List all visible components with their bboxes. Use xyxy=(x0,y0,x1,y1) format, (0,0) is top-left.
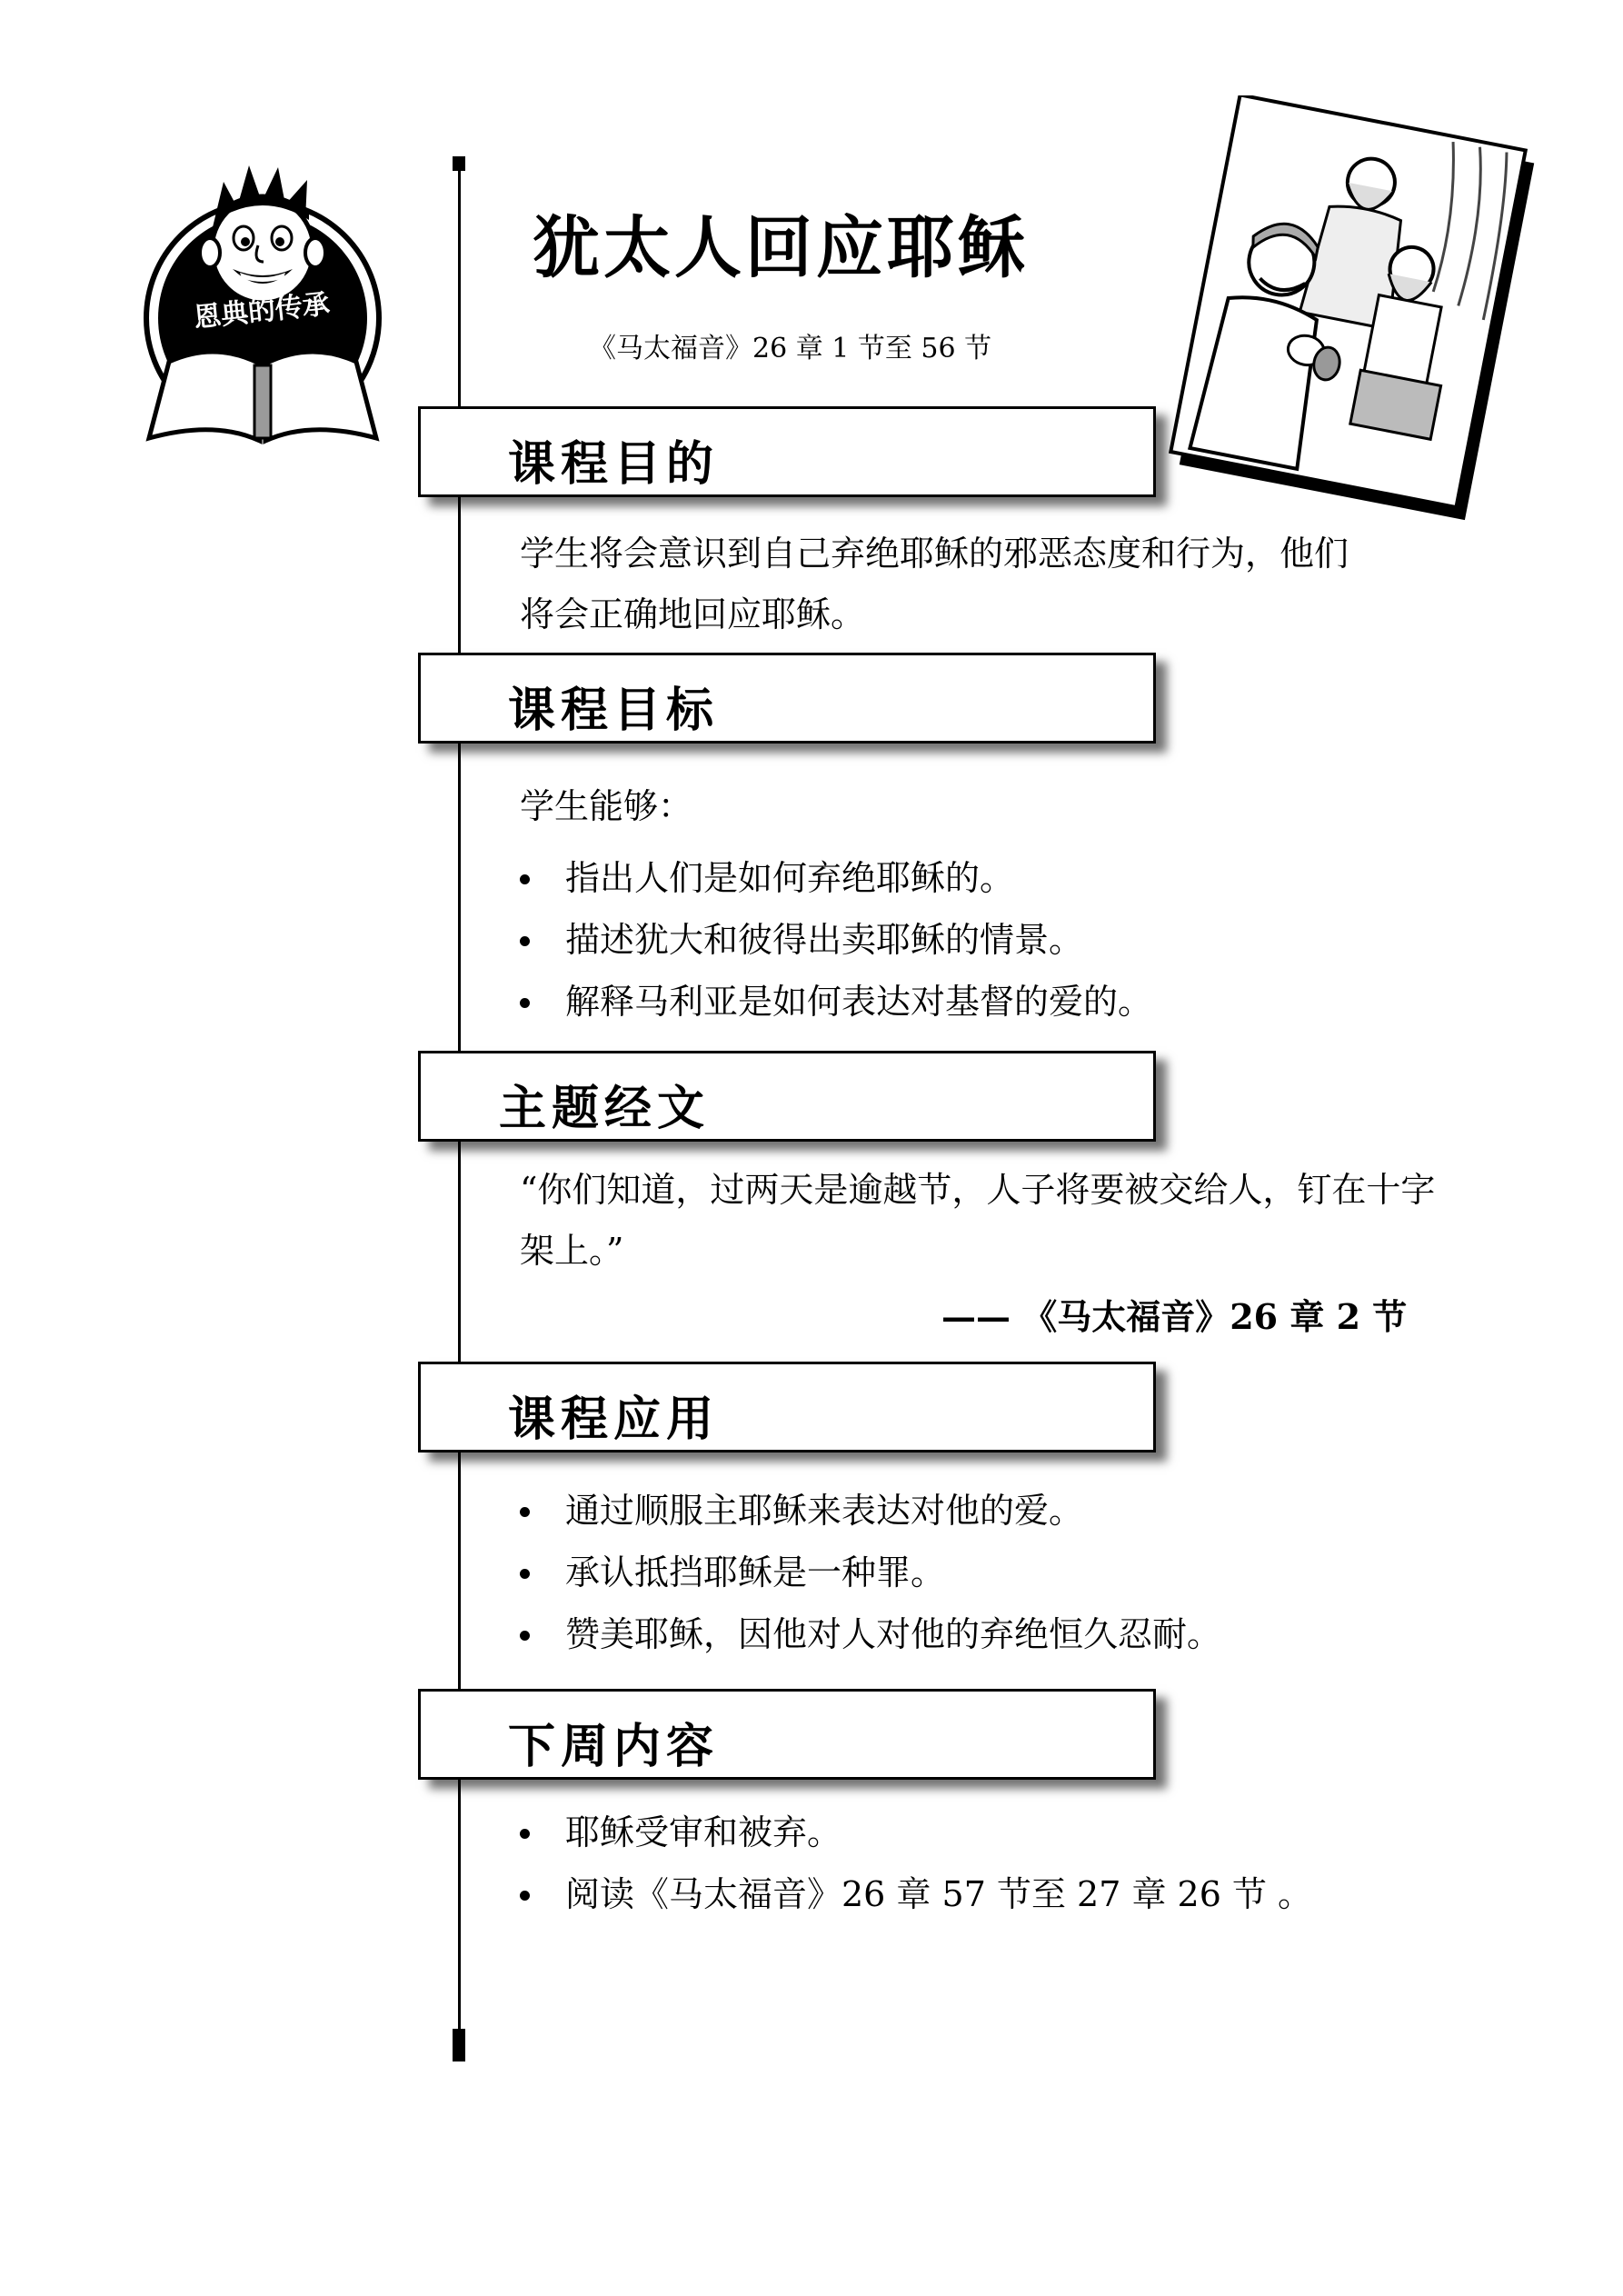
scripture-range: 《马太福音》26 章 1 节至 56 节 xyxy=(589,333,992,364)
list-item: 耶稣受审和被弃。 xyxy=(520,1802,1312,1863)
verse-line: 架上。” xyxy=(520,1231,624,1271)
section-title: 主题经文 xyxy=(499,1081,711,1136)
purpose-line: 学生将会意识到自己弃绝耶稣的邪恶态度和行为，他们 xyxy=(520,534,1349,574)
logo-text: 恩典的传承 xyxy=(192,288,332,334)
section-header-next-week xyxy=(418,1689,1156,1780)
section-header-application xyxy=(418,1362,1156,1452)
timeline-cap-bottom xyxy=(453,2029,465,2061)
verse-reference: —— 《马太福音》26 章 2 节 xyxy=(941,1296,1408,1337)
list-item: 阅读《马太福音》26 章 57 节至 27 章 26 节 。 xyxy=(520,1863,1312,1925)
section-title: 课程目的 xyxy=(508,436,720,492)
section-title: 课程目标 xyxy=(508,683,720,738)
list-item: 承认抵挡耶稣是一种罪。 xyxy=(520,1542,1221,1603)
verse-line: “你们知道，过两天是逾越节，人子将要被交给人，钉在十字 xyxy=(520,1170,1436,1210)
list-item: 指出人们是如何弃绝耶稣的。 xyxy=(520,847,1152,909)
purpose-line: 将会正确地回应耶稣。 xyxy=(520,594,866,634)
page-title: 犹太人回应耶稣 xyxy=(533,209,1029,287)
section-title: 下周内容 xyxy=(508,1719,720,1774)
judas-with-priests-illustration xyxy=(1165,95,1547,523)
timeline-cap-top xyxy=(453,156,465,171)
key-verse-text xyxy=(520,1160,1435,1282)
objectives-list xyxy=(520,847,1152,1033)
section-title: 课程应用 xyxy=(508,1392,720,1447)
boy-reading-book-icon xyxy=(142,155,383,454)
list-item: 通过顺服主耶稣来表达对他的爱。 xyxy=(520,1480,1221,1542)
purpose-text xyxy=(520,524,1349,645)
list-item: 描述犹大和彼得出卖耶稣的情景。 xyxy=(520,909,1152,971)
section-header-purpose xyxy=(418,406,1156,497)
section-header-objectives xyxy=(418,653,1156,744)
list-item: 解释马利亚是如何表达对基督的爱的。 xyxy=(520,971,1152,1033)
list-item: 赞美耶稣，因他对人对他的弃绝恒久忍耐。 xyxy=(520,1603,1221,1665)
application-list xyxy=(520,1480,1221,1665)
next-week-list xyxy=(520,1802,1312,1925)
section-header-key-verse xyxy=(418,1051,1156,1142)
objectives-intro: 学生能够： xyxy=(520,786,693,826)
